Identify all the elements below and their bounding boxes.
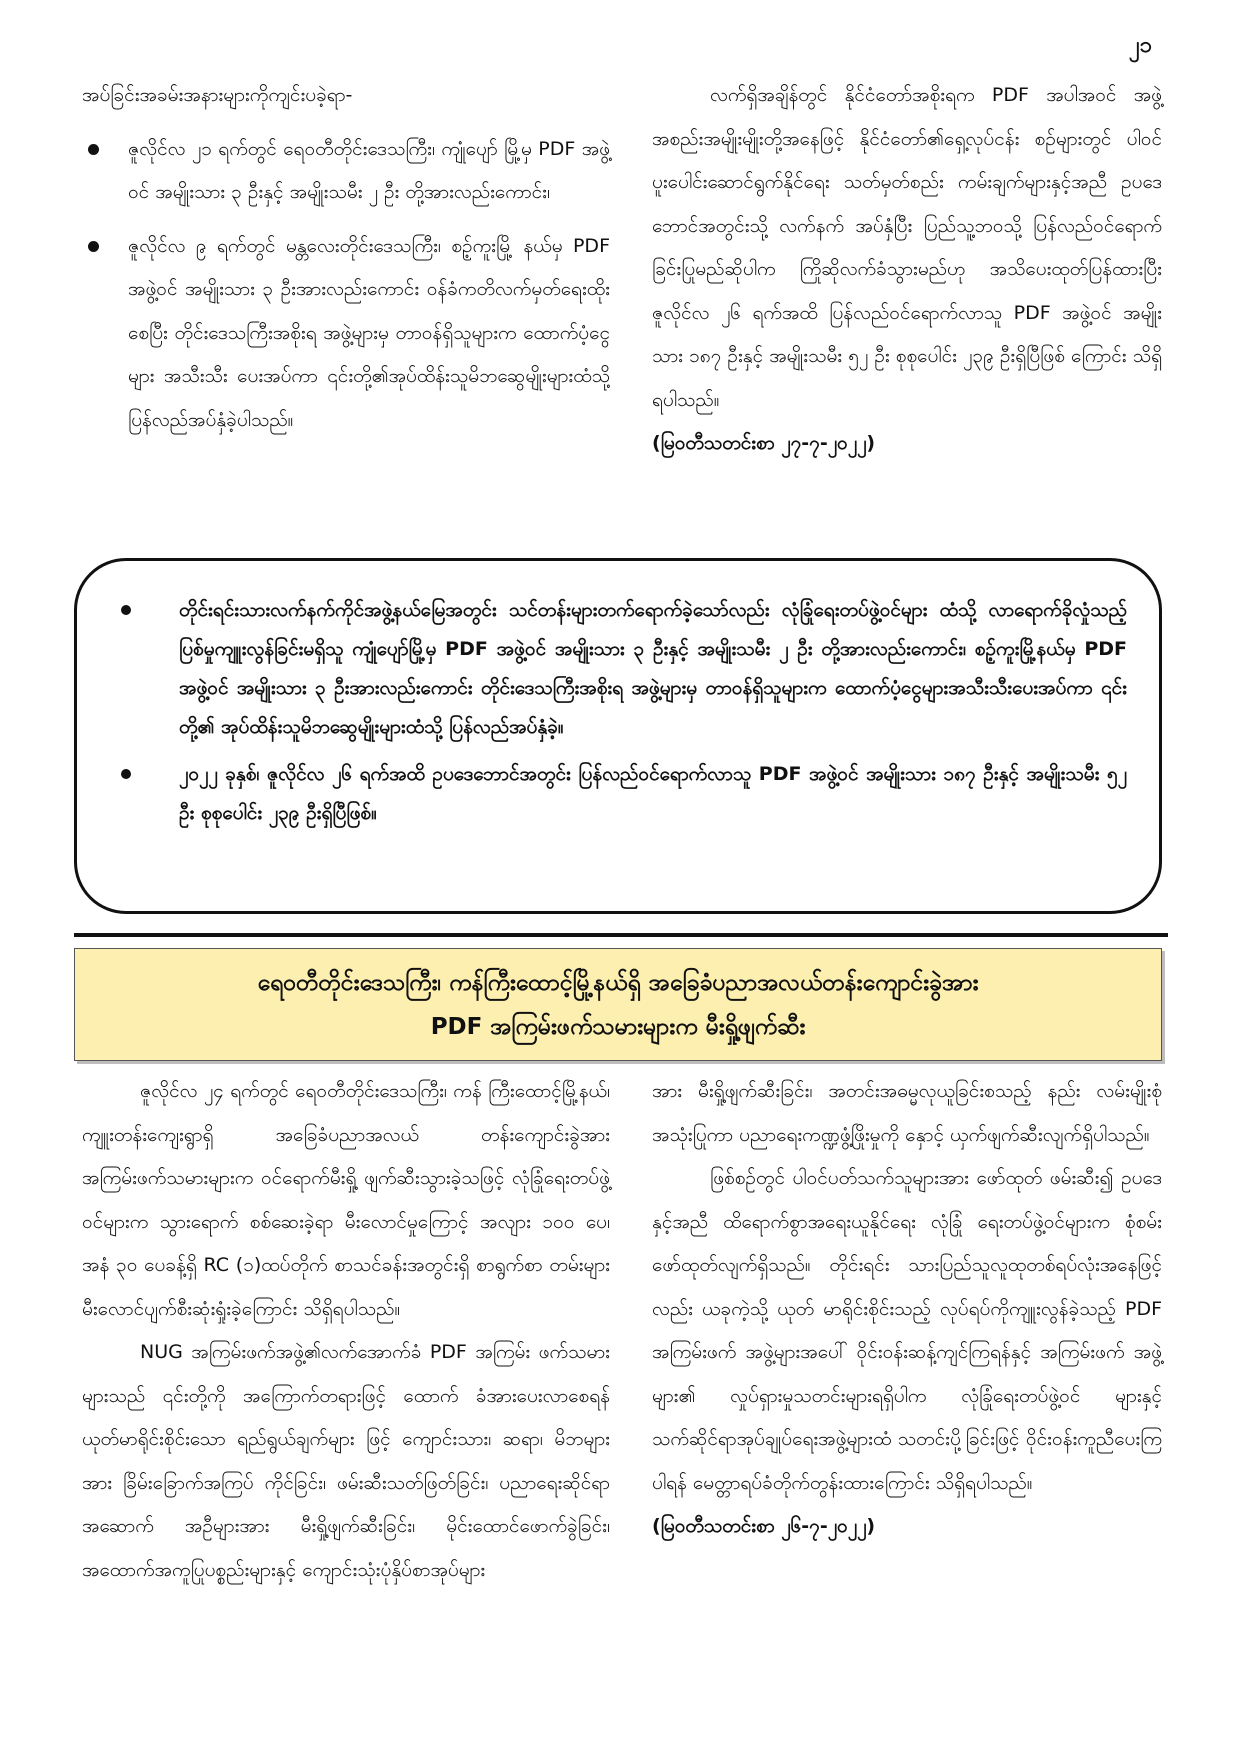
summary-list [117,591,1127,833]
body-paragraph: လက်ရှိအချိန်တွင် နိုင်ငံတော်အစိုးရက PDF အပါအဝင် အဖွဲ့အစည်းအမျိုးမျိုးတို့အနေဖြင့် နိုင်ငံတော်၏ရှေ့လုပ်ငန်း စဉ်များတွင် ပါဝင်ပူးပေါင်းဆောင်ရွက်နိုင်ရေး သတ်မှတ်စည်း ကမ်းချက်များနှင့်အညီ ဥပဒေဘောင်အတွင်းသို့ လက်နက် အပ်နှံပြီး ပြည်သူ့ဘဝသို့ ပြန်လည်ဝင်ရောက်ခြင်းပြုမည်ဆိုပါက ကြိုဆိုလက်ခံသွားမည်ဟု အသိပေးထုတ်ပြန်ထားပြီး ဇူလိုင်လ ၂၆ ရက်အထိ ပြန်လည်ဝင်ရောက်လာသူ PDF အဖွဲ့ဝင် အမျိုး သား ၁၈၇ ဦးနှင့် အမျိုးသမီး ၅၂ ဦး စုစုပေါင်း ၂၃၉ ဦးရှိပြီဖြစ် ကြောင်း သိရှိရပါသည်။ [652,84,1162,411]
list-item: ဇူလိုင်လ ၂၁ ရက်တွင် ရေဝတီတိုင်းဒေသကြီး၊ ကျုံပျော် မြို့မှ PDF အဖွဲ့ဝင် အမျိုးသား ၃ ဦးနှင့် အမျိုးသမီး ၂ ဦး တို့အားလည်းကောင်း၊ [82,128,610,215]
top-left-column [82,74,610,442]
page-number: ၂၁ [1128,33,1152,58]
section-divider [74,933,1168,937]
body-paragraph: အား မီးရှို့ဖျက်ဆီးခြင်း၊ အတင်းအဓမ္မလုယူခြင်းစသည့် နည်း လမ်းမျိုးစုံအသုံးပြုကာ ပညာရေးကဏ္ဍဖွံ့ဖြိုးမှုကို နှောင့် ယှက်ဖျက်ဆီးလျက်ရှိပါသည်။ [652,1080,1162,1146]
summary-box [74,558,1162,914]
bottom-left-column [82,1070,610,1592]
article-headline [74,948,1162,1061]
body-paragraph: ဖြစ်စဉ်တွင် ပါဝင်ပတ်သက်သူများအား ဖော်ထုတ် ဖမ်းဆီး၍ ဥပဒေနှင့်အညီ ထိရောက်စွာအရေးယူနိုင်ရေး လုံခြုံ ရေးတပ်ဖွဲ့ဝင်များက စုံစမ်းဖော်ထုတ်လျက်ရှိသည်။ တိုင်းရင်း သားပြည်သူလူထုတစ်ရပ်လုံးအနေဖြင့်လည်း ယခုကဲ့သို့ ယုတ် မာရိုင်းစိုင်းသည့် လုပ်ရပ်ကိုကျူးလွန်ခဲ့သည့် PDF အကြမ်းဖက် အဖွဲ့များအပေါ် ဝိုင်းဝန်းဆန့်ကျင်ကြရန်နှင့် အကြမ်းဖက် အဖွဲ့များ၏ လှုပ်ရှားမှုသတင်းများရရှိပါက လုံခြုံရေးတပ်ဖွဲ့ဝင် များနှင့် သက်ဆိုင်ရာအုပ်ချုပ်ရေးအဖွဲ့များထံ သတင်းပို့ခြင်းဖြင့် ဝိုင်းဝန်းကူညီပေးကြပါရန် မေတ္တာရပ်ခံတိုက်တွန်းထားကြောင်း သိရှိရပါသည်။ [652,1167,1162,1494]
list-item: ဇူလိုင်လ ၉ ရက်တွင် မန္တလေးတိုင်းဒေသကြီး၊ စဉ့်ကူးမြို့ နယ်မှ PDF အဖွဲ့ဝင် အမျိုးသား ၃ ဦးအားလည်းကောင်း ဝန်ခံကတိလက်မှတ်ရေးထိုးစေပြီး တိုင်းဒေသကြီးအစိုးရ အဖွဲ့များမှ တာဝန်ရှိသူများက ထောက်ပံ့ငွေများ အသီးသီး ပေးအပ်ကာ ၎င်းတို့၏အုပ်ထိန်းသူမိဘဆွေမျိုးများထံသို့ ပြန်လည်အပ်နှံခဲ့ပါသည်။ [82,225,610,443]
source-citation: (မြဝတီသတင်းစာ ၂၆-၇-၂၀၂၂) [652,1515,876,1537]
summary-item: ၂၀၂၂ ခုနှစ်၊ ဇူလိုင်လ ၂၆ ရက်အထိ ဥပဒေဘောင်အတွင်း ပြန်လည်ဝင်ရောက်လာသူ PDF အဖွဲ့ဝင် အမျိုးသား ၁၈၇ ဦးနှင့် အမျိုးသမီး ၅၂ ဦး စုစုပေါင်း ၂၃၉ ဦးရှိပြီဖြစ်။ [117,755,1127,833]
ceremony-list [82,128,610,443]
bottom-right-column [652,1070,1162,1549]
intro-text: အပ်ခြင်းအခမ်းအနားများကိုကျင်းပခဲ့ရာ- [82,84,353,106]
headline-line-1: ရေဝတီတိုင်းဒေသကြီး၊ ကန်ကြီးထောင့်မြို့နယ်ရှိ အခြေခံပညာအလယ်တန်းကျောင်းခွဲအား [257,970,979,996]
summary-item: တိုင်းရင်းသားလက်နက်ကိုင်အဖွဲ့နယ်မြေအတွင်း သင်တန်းများတက်ရောက်ခဲ့သော်လည်း လုံခြုံရေးတပ်ဖွဲ့ဝင်များ ထံသို့ လာရောက်ခိုလှုံသည့် ပြစ်မှုကျူးလွန်ခြင်းမရှိသူ ကျုံပျော်မြို့မှ PDF အဖွဲ့ဝင် အမျိုးသား ၃ ဦးနှင့် အမျိုးသမီး ၂ ဦး တို့အားလည်းကောင်း၊ စဉ့်ကူးမြို့နယ်မှ PDF အဖွဲ့ဝင် အမျိုးသား ၃ ဦးအားလည်းကောင်း တိုင်းဒေသကြီးအစိုးရ အဖွဲ့များမှ တာဝန်ရှိသူများက ထောက်ပံ့ငွေများအသီးသီးပေးအပ်ကာ ၎င်းတို့၏ အုပ်ထိန်းသူမိဘဆွေမျိုးများထံသို့ ပြန်လည်အပ်နှံခဲ့။ [117,591,1127,747]
source-citation: (မြဝတီသတင်းစာ ၂၇-၇-၂၀၂၂) [652,432,876,454]
headline-line-2: PDF အကြမ်းဖက်သမားများက မီးရှို့ဖျက်ဆီး [430,1014,806,1040]
body-paragraph: ဇူလိုင်လ ၂၄ ရက်တွင် ရေဝတီတိုင်းဒေသကြီး၊ ကန် ကြီးထောင့်မြို့နယ်၊ ကျူးတန်းကျေးရွာရှိ အခြေခံပညာအလယ် တန်းကျောင်းခွဲအား အကြမ်းဖက်သမားများက ဝင်ရောက်မီးရှို့ ဖျက်ဆီးသွားခဲ့သဖြင့် လုံခြုံရေးတပ်ဖွဲ့ဝင်များက သွားရောက် စစ်ဆေးခဲ့ရာ မီးလောင်မှုကြောင့် အလျား ၁၀၀ ပေ၊ အနံ ၃၀ ပေခန့်ရှိ RC (၁)ထပ်တိုက် စာသင်ခန်းအတွင်းရှိ စာရွက်စာ တမ်းများ မီးလောင်ပျက်စီးဆုံးရှုံးခဲ့ကြောင်း သိရှိရပါသည်။ [82,1080,610,1320]
body-paragraph: NUG အကြမ်းဖက်အဖွဲ့၏လက်အောက်ခံ PDF အကြမ်း ဖက်သမားများသည် ၎င်းတို့ကို အကြောက်တရားဖြင့် ထောက် ခံအားပေးလာစေရန် ယုတ်မာရိုင်းစိုင်းသော ရည်ရွယ်ချက်များ ဖြင့် ကျောင်းသား၊ ဆရာ၊ မိဘများအား ခြိမ်းခြောက်အကြပ် ကိုင်ခြင်း၊ ဖမ်းဆီးသတ်ဖြတ်ခြင်း၊ ပညာရေးဆိုင်ရာ အဆောက် အဦများအား မီးရှို့ဖျက်ဆီးခြင်း၊ မိုင်းထောင်ဖောက်ခွဲခြင်း၊ အထောက်အကူပြုပစ္စည်းများနှင့် ကျောင်းသုံးပုံနှိပ်စာအုပ်များ [82,1341,610,1581]
top-right-column [652,74,1162,466]
